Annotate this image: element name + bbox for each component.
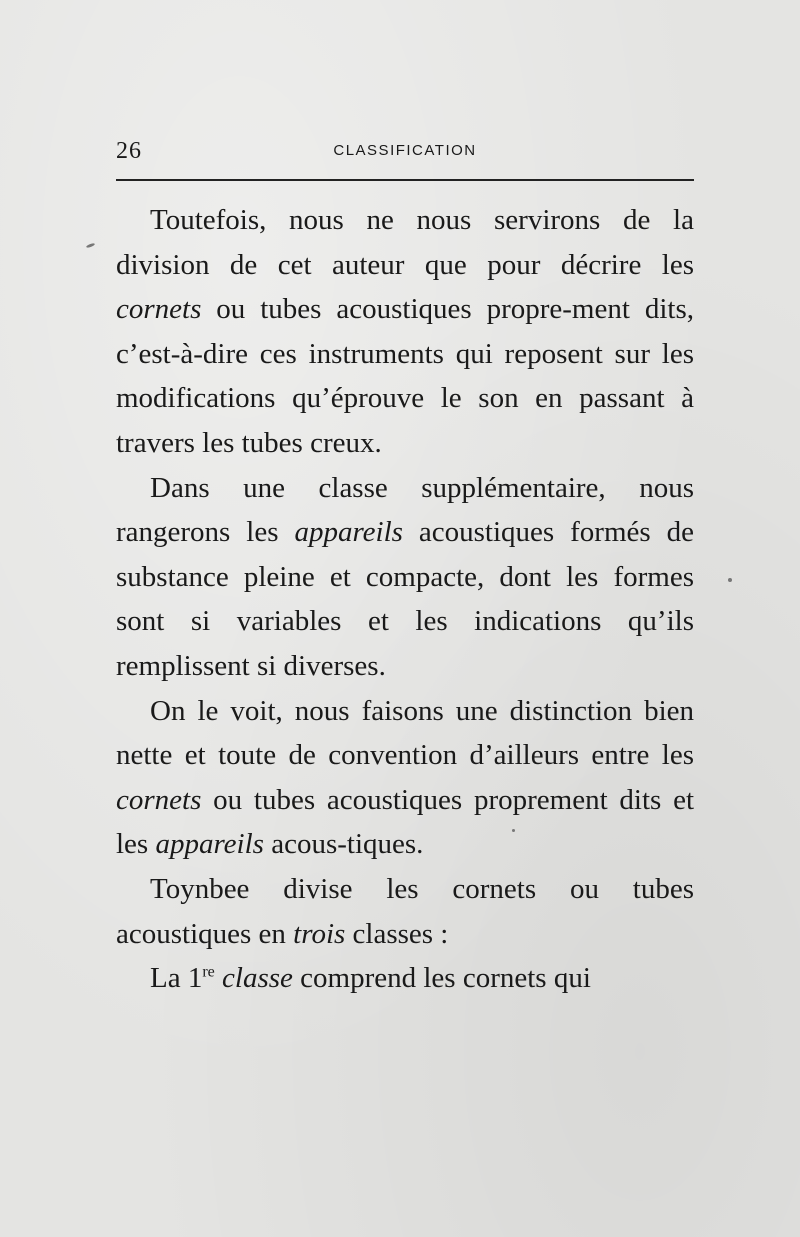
page-number: 26 <box>116 138 142 164</box>
italic-term: appareils <box>294 516 403 549</box>
italic-term: cornets <box>116 293 202 326</box>
running-title: CLASSIFICATION <box>333 142 477 159</box>
paragraph-2: Dans une classe supplémentaire, nous rangerons les appareils acoustiques formés de substance pleine et compacte, dont les formes sont si variables et les indications qu’ils remplissent si diverses. <box>116 471 695 682</box>
italic-term: trois <box>293 917 346 950</box>
italic-term: appareils <box>155 828 264 861</box>
italic-term: classe <box>222 962 293 995</box>
page-header <box>116 136 694 170</box>
header-rule <box>116 179 694 181</box>
paragraph-1: Toutefois, nous ne nous servirons de la division de cet auteur que pour décrire les cornets ou tubes acoustiques propre-ment dits, c’est-à-dire ces instruments qui reposent sur les modifications qu’éprouve le son en passant à travers les tubes creux. <box>116 204 694 459</box>
paper-speck <box>728 578 732 582</box>
paragraph-3: On le voit, nous faisons une distinction bien nette et toute de convention d’ailleurs entre les cornets ou tubes acoustiques proprement dits et les appareils acous-tiques. <box>116 694 694 861</box>
paragraph-5: La 1re classe comprend les cornets qui <box>150 962 591 995</box>
ordinal-superscript: re <box>202 963 215 981</box>
body-text <box>116 198 694 1001</box>
paragraph-4: Toynbee divise les cornets ou tubes acoustiques en trois classes : <box>116 872 694 950</box>
italic-term: cornets <box>116 783 202 816</box>
paper-speck <box>512 829 515 832</box>
